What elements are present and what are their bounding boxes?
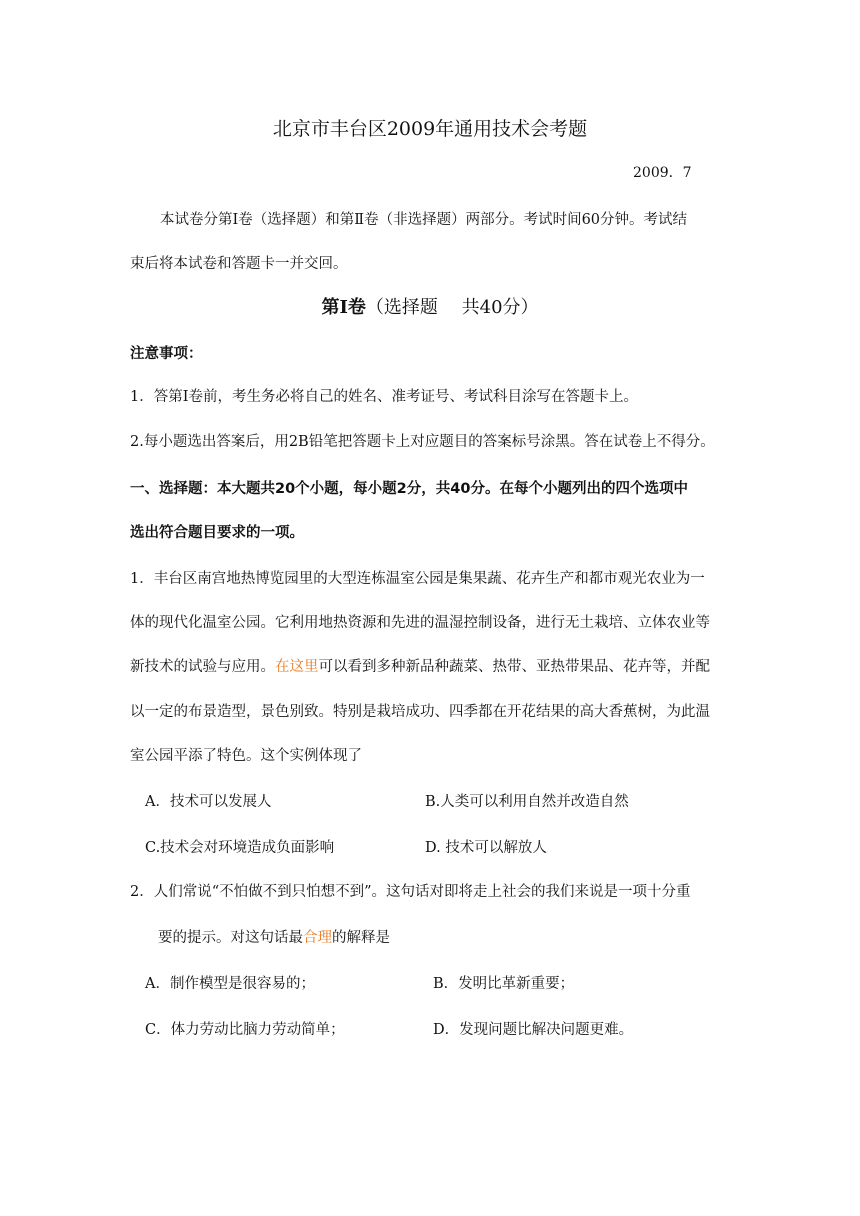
q1-line-3 bbox=[130, 656, 710, 678]
exam-date: 2009．7 bbox=[633, 165, 692, 181]
section-title bbox=[0, 295, 860, 321]
q1-option-a: A．技术可以发展人 bbox=[145, 794, 272, 810]
q2-option-d: D．发现问题比解决问题更难。 bbox=[433, 1022, 634, 1038]
q1-line-5: 室公园平添了特色。这个实例体现了 bbox=[130, 748, 362, 764]
part1-instructions-line-1: 一、选择题：本大题共20个小题，每小题2分，共40分。在每个小题列出的四个选项中 bbox=[130, 481, 688, 497]
q2-line-2 bbox=[158, 927, 390, 949]
notes-item-1: 1．答第Ⅰ卷前，考生务必将自己的姓名、准考证号、考试科目涂写在答题卡上。 bbox=[130, 389, 638, 405]
q1-line-2: 体的现代化温室公园。它利用地热资源和先进的温湿控制设备，进行无土栽培、立体农业等 bbox=[130, 615, 710, 631]
notes-item-2: 2.每小题选出答案后，用2B铅笔把答题卡上对应题目的答案标号涂黑。答在试卷上不得分。 bbox=[130, 434, 715, 450]
section-title-bold: 第Ⅰ卷 bbox=[321, 297, 366, 318]
q2-line-1: 2．人们常说“不怕做不到只怕想不到”。这句话对即将走上社会的我们来说是一项十分重 bbox=[130, 884, 691, 900]
page-title: 北京市丰台区2009年通用技术会考题 bbox=[272, 118, 588, 140]
q1-option-d: D. 技术可以解放人 bbox=[425, 840, 547, 856]
q1-line-3-end: 可以看到多种新品种蔬菜、热带、亚热带果品、花卉等，并配 bbox=[318, 659, 710, 675]
q1-option-b: B.人类可以利用自然并改造自然 bbox=[425, 794, 629, 810]
q2-option-b: B．发明比革新重要； bbox=[433, 976, 575, 992]
intro-line-2: 束后将本试卷和答题卡一并交回。 bbox=[130, 256, 348, 272]
q2-option-a: A．制作模型是很容易的； bbox=[145, 976, 315, 992]
q1-option-c: C.技术会对环境造成负面影响 bbox=[145, 840, 335, 856]
q1-highlight-link[interactable]: 在这里 bbox=[275, 659, 319, 675]
q1-line-3-start: 新技术的试验与应用。 bbox=[130, 659, 275, 675]
q1-line-4: 以一定的布景造型，景色别致。特别是栽培成功、四季都在开花结果的高大香蕉树，为此温 bbox=[130, 704, 710, 720]
part1-instructions-line-2: 选出符合题目要求的一项。 bbox=[130, 525, 304, 541]
intro-line-1: 本试卷分第Ⅰ卷（选择题）和第Ⅱ卷（非选择题）两部分。考试时间60分钟。考试结 bbox=[160, 212, 688, 228]
q2-option-c: C．体力劳动比脑力劳动简单； bbox=[145, 1022, 345, 1038]
q2-line-2-start: 要的提示。对这句话最 bbox=[158, 930, 303, 946]
q1-line-1: 1．丰台区南宫地热博览园里的大型连栋温室公园是集果蔬、花卉生产和都市观光农业为一 bbox=[130, 571, 705, 587]
section-title-rest: （选择题 共40分） bbox=[365, 297, 539, 318]
notes-heading: 注意事项： bbox=[130, 346, 203, 362]
q2-highlight-link[interactable]: 合理 bbox=[303, 930, 332, 946]
q2-line-2-end: 的解释是 bbox=[332, 930, 390, 946]
